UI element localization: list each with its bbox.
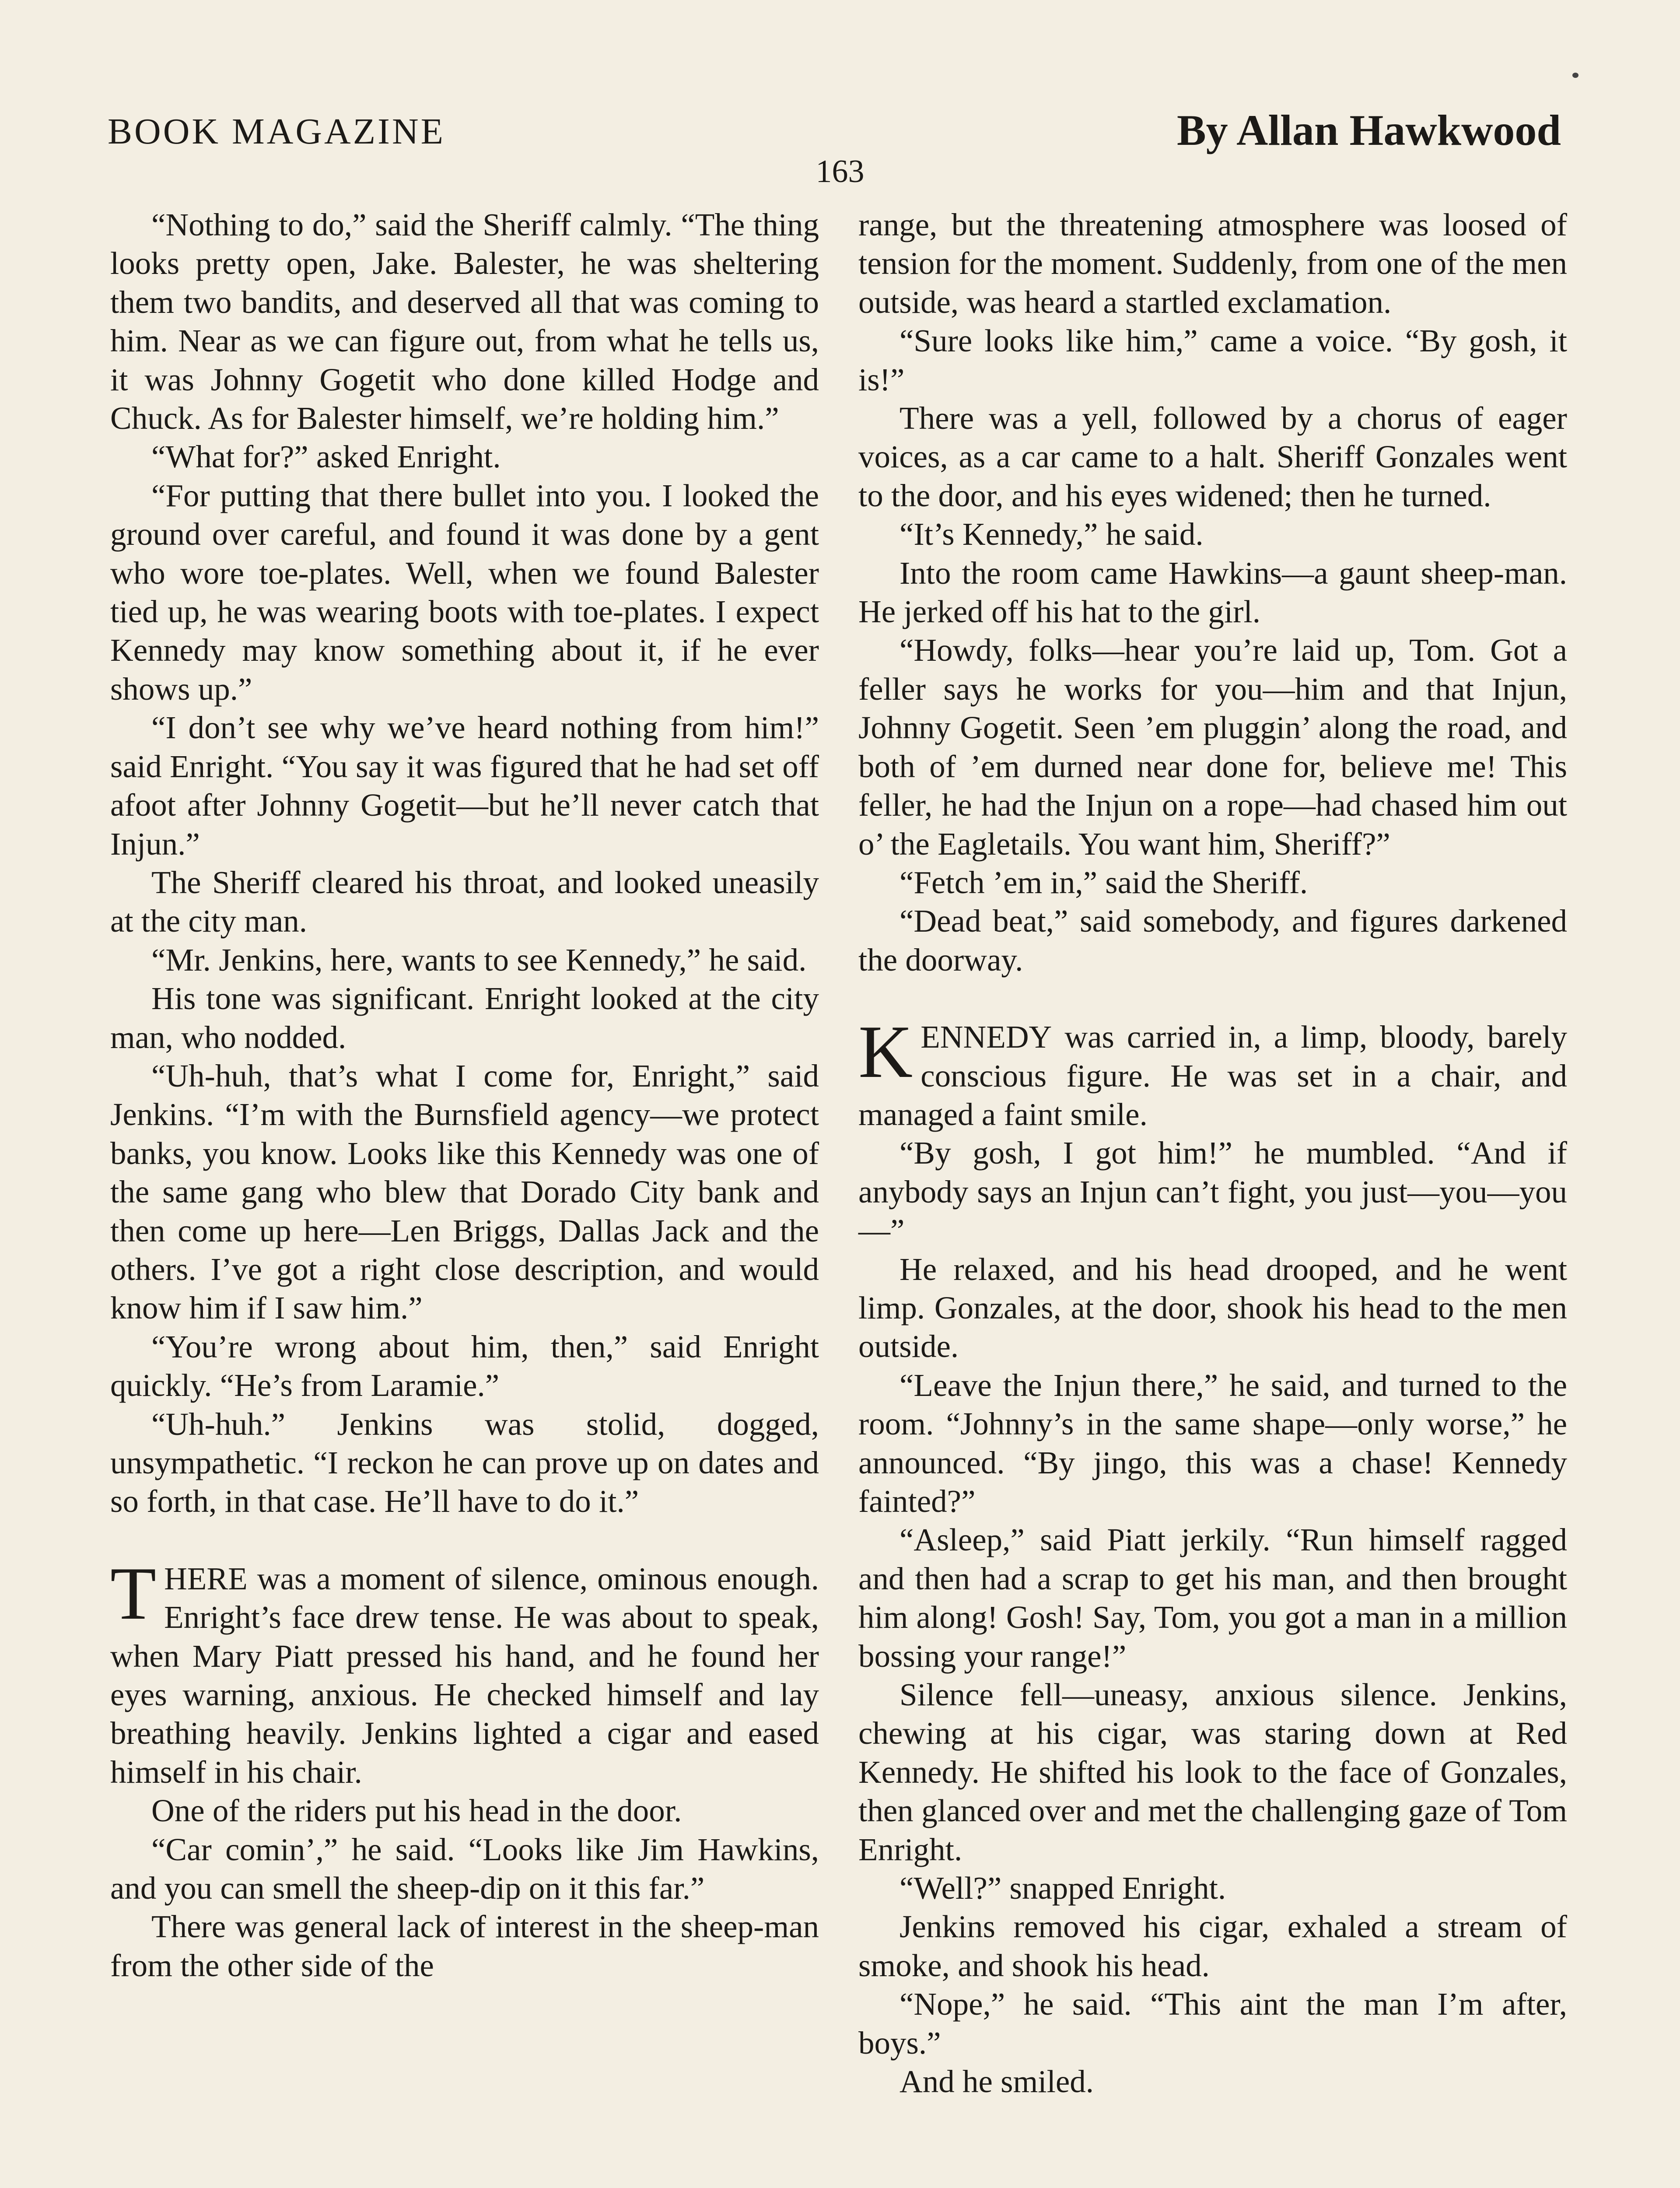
paragraph: “Uh-huh, that’s what I come for, Enright,” said Jenkins. “I’m with the Burnsfield agency—we protect banks, you know. Looks like this Kennedy was one of the same gang who blew that Dorado City bank and then come up here—Len Briggs, Dallas Jack and the others. I’ve got a right close description, and would know him if I saw him.”: [110, 1058, 819, 1326]
paragraph: “Nope,” he said. “This aint the man I’m after, boys.”: [858, 1986, 1567, 2061]
paragraph: There was general lack of interest in the sheep-man from the other side of the: [110, 1909, 819, 1983]
paragraph-text: was a moment of silence, ominous enough. Enright’s face drew tense. He was about to speak, when Mary Piatt pressed his hand, and he found her eyes warning, anxious. He checked himself and lay breathing heavily. Jenkins lighted a cigar and eased himself in his chair.: [110, 1560, 819, 1790]
author-byline: By Allan Hawkwood: [1176, 106, 1561, 154]
paragraph: “Fetch ’em in,” said the Sheriff.: [900, 864, 1308, 900]
drop-cap: T: [110, 1552, 157, 1635]
paragraph: “You’re wrong about him, then,” said Enright quickly. “He’s from Laramie.”: [110, 1329, 819, 1403]
paragraph: His tone was significant. Enright looked at the city man, who nodded.: [110, 981, 819, 1055]
paragraph: And he smiled.: [900, 2064, 1094, 2100]
paragraph: “I don’t see why we’ve heard nothing from him!” said Enright. “You say it was figured that he had set off afoot after Johnny Gogetit—but he’ll never catch that Injun.”: [110, 710, 819, 862]
paragraph: “Mr. Jenkins, here, wants to see Kennedy,” he said.: [151, 942, 807, 978]
page-number: 163: [816, 154, 864, 189]
section-break: [110, 1521, 819, 1560]
paragraph: “Uh-huh.” Jenkins was stolid, dogged, unsympathetic. “I reckon he can prove up on dates and so forth, in that case. He’ll have to do it.”: [110, 1406, 819, 1519]
paragraph: “By gosh, I got him!” he mumbled. “And if anybody says an Injun can’t fight, you just—you—you—”: [858, 1135, 1567, 1248]
section-opening-paragraph: [110, 1552, 819, 1792]
paragraph: “It’s Kennedy,” he said.: [900, 516, 1204, 552]
paragraph: “Dead beat,” said somebody, and figures darkened the doorway.: [858, 903, 1567, 978]
paragraph: “Howdy, folks—hear you’re laid up, Tom. Got a feller says he works for you—him and that Injun, Johnny Gogetit. Seen ’em pluggin’ along the road, and both of ’em durned near done for, believe me! This feller, he had the Injun on a rope—had chased him out o’ the Eagletails. You want him, Sheriff?”: [858, 632, 1567, 862]
ink-speck: [1572, 73, 1578, 78]
paragraph: “Car comin’,” he said. “Looks like Jim Hawkins, and you can smell the sheep-dip on it this far.”: [110, 1831, 819, 1906]
continued-paragraph: range, but the threatening atmosphere was loosed of tension for the moment. Suddenly, from one of the men outside, was heard a startled exclamation.: [858, 207, 1567, 320]
left-column: [110, 206, 819, 1985]
paragraph: “For putting that there bullet into you. I looked the ground over careful, and found it was done by a gent who wore toe-plates. Well, when we found Balester tied up, he was wearing boots with toe-plates. I expect Kennedy may know something about it, if he ever shows up.”: [110, 477, 819, 707]
paragraph: There was a yell, followed by a chorus of eager voices, as a car came to a halt. Sheriff Gonzales went to the door, and his eyes widened; then he turned.: [858, 400, 1567, 513]
small-caps-lead: ENNEDY: [920, 1019, 1052, 1055]
paragraph: The Sheriff cleared his throat, and looked uneasily at the city man.: [110, 864, 819, 939]
paragraph: “Well?” snapped Enright.: [900, 1870, 1226, 1906]
paragraph: Silence fell—uneasy, anxious silence. Jenkins, chewing at his cigar, was staring down at Red Kennedy. He shifted his look to the face of Gonzales, then glanced over and met the challenging gaze of Tom Enright.: [858, 1677, 1567, 1867]
paragraph: He relaxed, and his head drooped, and he went limp. Gonzales, at the door, shook his head to the men outside.: [858, 1251, 1567, 1364]
small-caps-lead: HERE: [164, 1560, 248, 1596]
section-opening-paragraph: [858, 1010, 1567, 1134]
right-column: [858, 206, 1567, 2101]
paragraph: “Nothing to do,” said the Sheriff calmly. “The thing looks pretty open, Jake. Balester, he was sheltering them two bandits, and deserved all that was coming to him. Near as we can figure out, from what he tells us, it was Johnny Gogetit who done killed Hodge and Chuck. As for Balester himself, we’re holding him.”: [110, 207, 819, 436]
paragraph: “Sure looks like him,” came a voice. “By gosh, it is!”: [858, 323, 1567, 397]
paragraph: Into the room came Hawkins—a gaunt sheep-man. He jerked off his hat to the girl.: [858, 555, 1567, 630]
magazine-title: BOOK MAGAZINE: [108, 111, 445, 152]
paragraph-text: was carried in, a limp, bloody, barely conscious figure. He was set in a chair, and managed a faint smile.: [858, 1019, 1567, 1132]
paragraph: “What for?” asked Enright.: [151, 439, 501, 475]
paragraph: “Asleep,” said Piatt jerkily. “Run himself ragged and then had a scrap to get his man, and then brought him along! Gosh! Say, Tom, you got a man in a million bossing your range!”: [858, 1522, 1567, 1674]
paragraph: One of the riders put his head in the door.: [151, 1793, 682, 1829]
paragraph: “Leave the Injun there,” he said, and turned to the room. “Johnny’s in the same shape—only worse,” he announced. “By jingo, this was a chase! Kennedy fainted?”: [858, 1367, 1567, 1519]
paragraph: Jenkins removed his cigar, exhaled a stream of smoke, and shook his head.: [858, 1909, 1567, 1983]
section-break: [858, 979, 1567, 1018]
drop-cap: K: [858, 1010, 913, 1094]
